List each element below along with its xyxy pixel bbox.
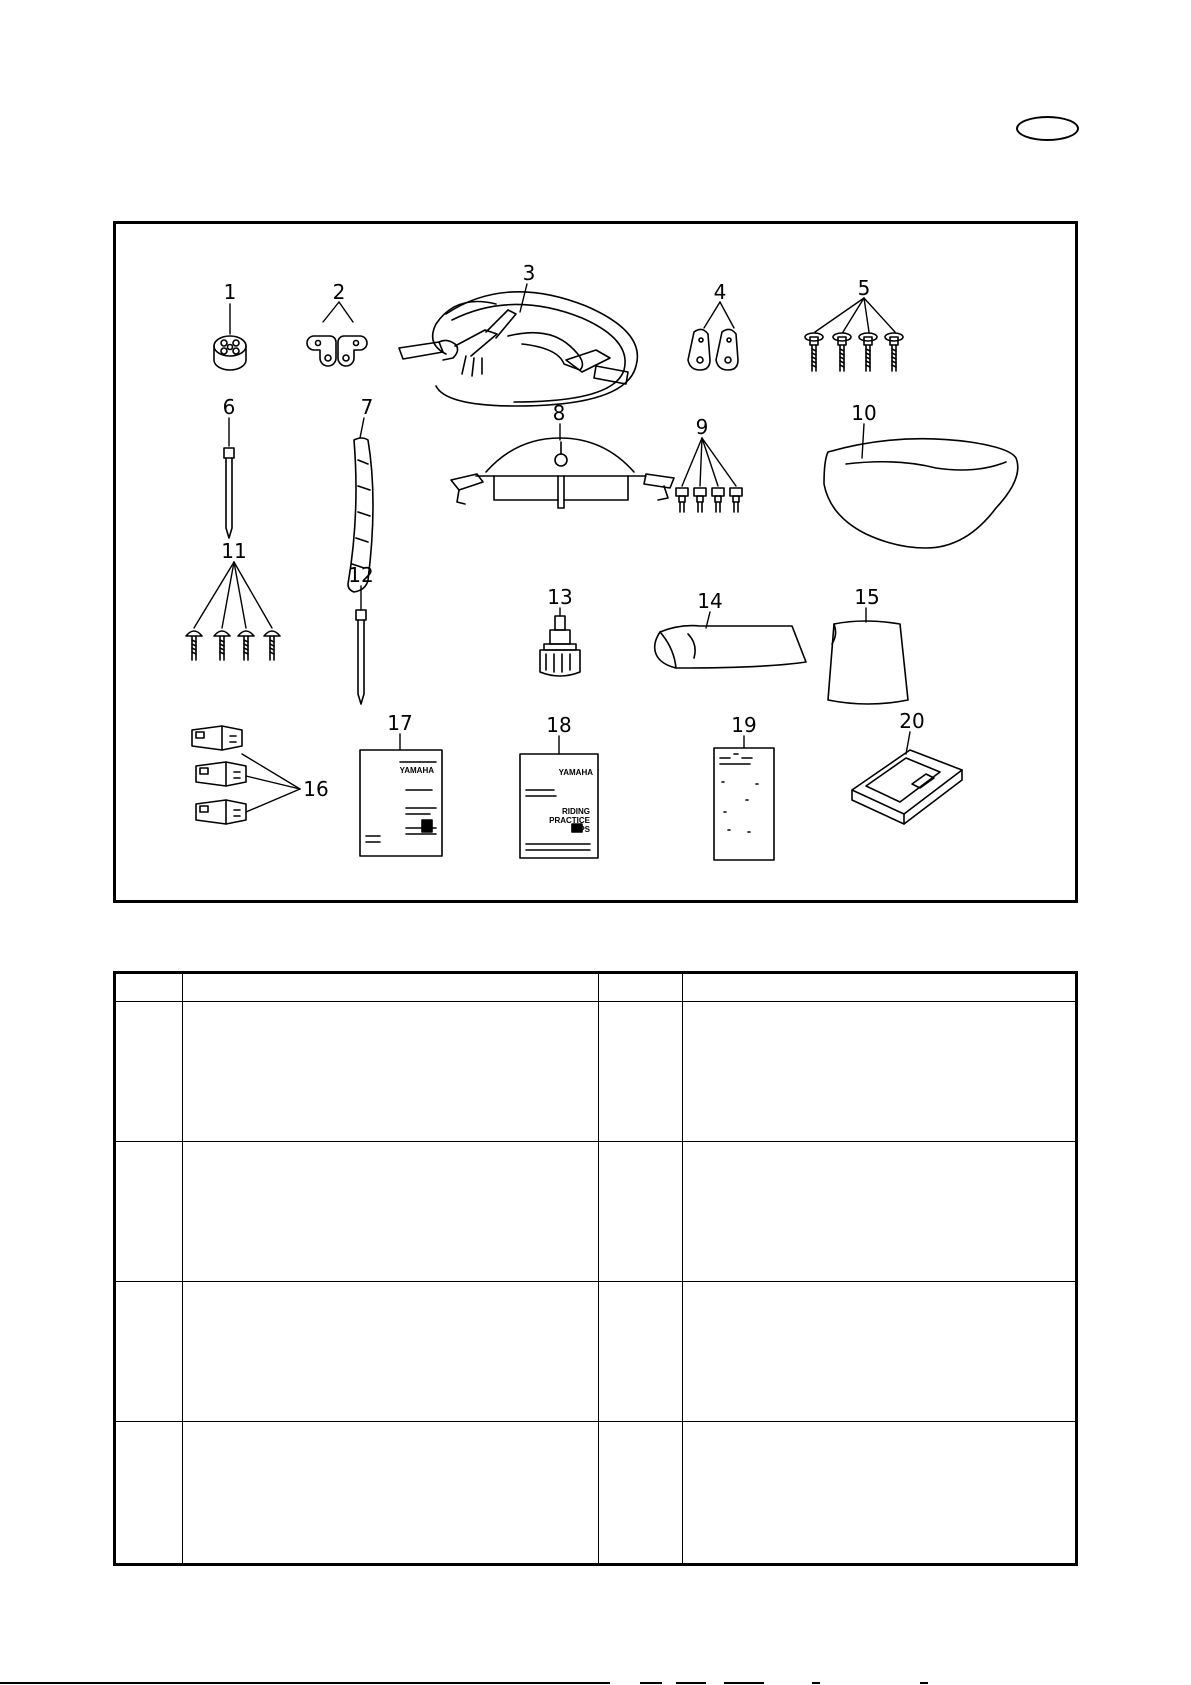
part-8-bracket (451, 438, 674, 508)
row-divider (116, 1421, 1075, 1422)
column-divider (182, 974, 183, 1563)
part-1-grommet (214, 336, 246, 370)
table-header (116, 974, 1075, 1001)
callout-9: 9 (695, 415, 709, 439)
footer-rule-segment (640, 1682, 662, 1684)
row-divider (116, 1001, 1075, 1002)
callout-2: 2 (332, 280, 346, 304)
part-4-clamps (688, 329, 738, 370)
callout-3: 3 (522, 261, 536, 285)
book-18-line-2: PRACTICE (549, 816, 590, 825)
callout-18: 18 (546, 713, 572, 737)
callout-20: 20 (899, 709, 925, 733)
callout-6: 6 (222, 395, 236, 419)
callout-7: 7 (360, 395, 374, 419)
language-marker-oval (1016, 116, 1079, 141)
callout-4: 4 (713, 280, 727, 304)
parts-illustration-svg (116, 224, 1075, 900)
parts-illustration (113, 221, 1078, 903)
callout-15: 15 (854, 585, 880, 609)
parts-table (113, 971, 1078, 1566)
row-divider (116, 1141, 1075, 1142)
callout-13: 13 (547, 585, 573, 609)
row-divider (116, 1281, 1075, 1282)
callout-5: 5 (857, 276, 871, 300)
part-10-windscreen (824, 439, 1018, 548)
callout-1: 1 (223, 280, 237, 304)
book-17-brand: YAMAHA (399, 766, 434, 775)
callout-16: 16 (303, 777, 329, 801)
part-13-valve (540, 616, 580, 676)
book-18-brand: YAMAHA (558, 768, 593, 777)
part-5-bolts (805, 333, 903, 371)
part-3-throttle-assembly (399, 292, 637, 406)
footer-rule-segment (676, 1682, 706, 1684)
callout-12: 12 (348, 563, 374, 587)
part-9-bolts (676, 488, 742, 512)
callout-10: 10 (851, 401, 877, 425)
footer-rule-segment (724, 1682, 764, 1684)
part-16-plugs (192, 726, 246, 824)
part-6-cable-tie (224, 448, 234, 538)
callout-8: 8 (552, 401, 566, 425)
column-divider (682, 974, 683, 1563)
part-11-screws (186, 631, 280, 660)
part-19-card (714, 748, 774, 860)
callout-17: 17 (387, 711, 413, 735)
part-20-tool-kit (852, 750, 962, 824)
footer-rule-segment (812, 1682, 820, 1684)
column-divider (598, 974, 599, 1563)
part-15-bag (828, 621, 908, 704)
part-14-pouch (655, 626, 806, 668)
footer-rule-segment (0, 1682, 610, 1684)
part-12-cable-tie (356, 610, 366, 704)
book-18-line-1: RIDING (562, 807, 590, 816)
part-2-clamps (307, 336, 367, 366)
footer-rule-segment (920, 1682, 928, 1684)
callout-11: 11 (221, 539, 247, 563)
callout-14: 14 (697, 589, 723, 613)
callout-19: 19 (731, 713, 757, 737)
callout-numbers (221, 261, 924, 801)
book-18-line-3: TIPS (572, 825, 590, 834)
